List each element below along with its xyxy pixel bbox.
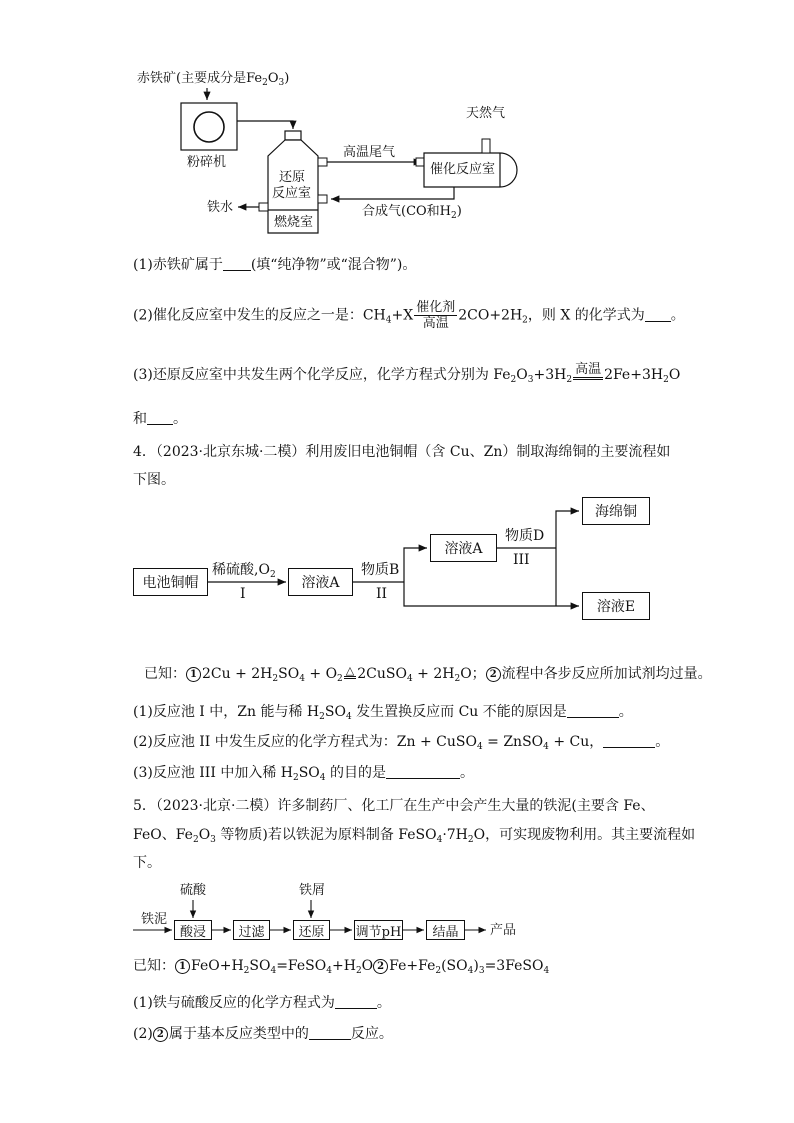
natural-gas-label: 天然气 <box>466 106 506 121</box>
q4-stem-line2: 下图。 <box>133 472 175 488</box>
q3-part3: (3)还原反应室中共发生两个化学反应，化学方程式分别为 $Fe_2O_3+3H_2$ 高温 $2Fe+3H_2O$ <box>133 362 681 385</box>
combustion-room-label: 燃烧室 <box>274 215 314 230</box>
flow-input-mud: 铁泥 <box>141 912 168 927</box>
box-adjust-ph: 调节pH <box>354 920 403 940</box>
circled-number-icon: 2 <box>153 1027 168 1042</box>
circled-number-icon: 2 <box>486 667 501 682</box>
q4-part3: (3)反应池 III 中加入稀 $H_2SO_4$ 的目的是 。 <box>133 765 474 783</box>
box-reduce: 还原 <box>293 920 330 940</box>
iron-water-label: 铁水 <box>207 200 234 215</box>
crusher-label: 粉碎机 <box>187 155 227 170</box>
reaction-condition: $\frac{\text{催化剂}}{\text{高温}}$ <box>416 300 456 331</box>
flow-acid-label: 硫酸 <box>180 883 207 898</box>
syngas-label: 合成气(CO和$H_2$) <box>362 204 462 221</box>
box-solution-a-2: 溶液A <box>430 534 497 562</box>
arrow1-step: I <box>240 586 246 602</box>
q5-part2: (2) 2 属于基本反应类型中的 反应。 <box>133 1026 393 1042</box>
answer-blank[interactable] <box>335 994 377 1009</box>
reduction-room-line2: 反应室 <box>272 186 312 201</box>
reduction-room-line1: 还原 <box>279 170 306 185</box>
q5-known: 已知： 1 $FeO+H_2SO_4=FeSO_4+H_2O$ 2 $Fe+Fe_2(SO_4)_3=3FeSO_4$ <box>133 958 550 976</box>
q4-stem-line1: 4．（2023·北京东城·二模）利用废旧电池铜帽（含 Cu、Zn）制取海绵铜的主要流程如 <box>133 444 671 460</box>
catalytic-room-label: 催化反应室 <box>430 162 496 177</box>
box-crystallize: 结晶 <box>426 920 465 940</box>
answer-blank[interactable] <box>147 410 173 425</box>
heat-condition: △ <box>345 664 355 677</box>
arrow2-step: II <box>376 586 388 602</box>
circled-number-icon: 1 <box>186 667 201 682</box>
arrow3-step: III <box>513 552 530 568</box>
reaction-condition: 高温 <box>573 362 603 380</box>
flow-scrap-label: 铁屑 <box>299 883 326 898</box>
answer-blank[interactable] <box>567 703 619 718</box>
answer-blank[interactable] <box>223 256 251 271</box>
answer-blank[interactable] <box>603 733 655 748</box>
answer-blank[interactable] <box>386 764 460 779</box>
q3-part1: (1)赤铁矿属于 (填“纯净物”或“混合物”)。 <box>133 257 417 273</box>
box-battery-cap: 电池铜帽 <box>133 568 208 596</box>
q3-part3-cont: 和 。 <box>133 411 187 427</box>
q4-part1: (1)反应池 I 中，Zn 能与稀 $H_2SO_4$ 发生置换反应而 Cu 不能的原因是 。 <box>133 704 633 722</box>
answer-blank[interactable] <box>645 307 671 322</box>
q4-known: 已知： 1 $2Cu + 2H_2SO_4 + O_2$ △ 2CuSO$_4$ + $2H_2O$； 2 流程中各步反应所加试剂均过量。 <box>144 664 712 684</box>
circled-number-icon: 2 <box>373 959 388 974</box>
q5-stem-line3: 下。 <box>133 855 161 871</box>
tail-gas-label: 高温尾气 <box>343 145 396 160</box>
q5-part1: (1)铁与硫酸反应的化学方程式为 。 <box>133 995 391 1011</box>
box-filter: 过滤 <box>233 920 270 940</box>
arrow2-reagent: 物质B <box>361 562 400 578</box>
q4-part2: (2)反应池 II 中发生反应的化学方程式为：Zn + CuSO$_4$ = ZnSO$_4$ + Cu， 。 <box>133 734 670 752</box>
box-acid-leach: 酸浸 <box>174 920 212 940</box>
arrow3-reagent: 物质D <box>505 528 545 544</box>
box-sponge-copper: 海绵铜 <box>582 497 650 525</box>
box-solution-e: 溶液E <box>582 592 650 620</box>
flow-output-product: 产品 <box>490 923 517 938</box>
arrow1-reagent: 稀硫酸$,O_2$ <box>212 562 276 580</box>
q5-stem-line2: FeO、$Fe_2O_3$ 等物质)若以铁泥为原料制备 $FeSO_4\cdot 7H_2O$，可实现废物利用。其主要流程如 <box>133 827 696 845</box>
q5-stem-line1: 5．（2023·北京·二模）许多制药厂、化工厂在生产中会产生大量的铁泥(主要含 Fe、 <box>133 798 655 814</box>
ore-label: 赤铁矿(主要成分是$Fe_2O_3$) <box>137 71 290 88</box>
circled-number-icon: 1 <box>175 959 190 974</box>
box-solution-a: 溶液A <box>288 568 353 596</box>
q3-part2: (2)催化反应室中发生的反应之一是：$CH_4+X$ $\frac{\text{催化剂}}{\text{高温}}$ $2CO+2H_2$，则 X 的化学式为 。 <box>133 300 685 331</box>
answer-blank[interactable] <box>309 1025 351 1040</box>
